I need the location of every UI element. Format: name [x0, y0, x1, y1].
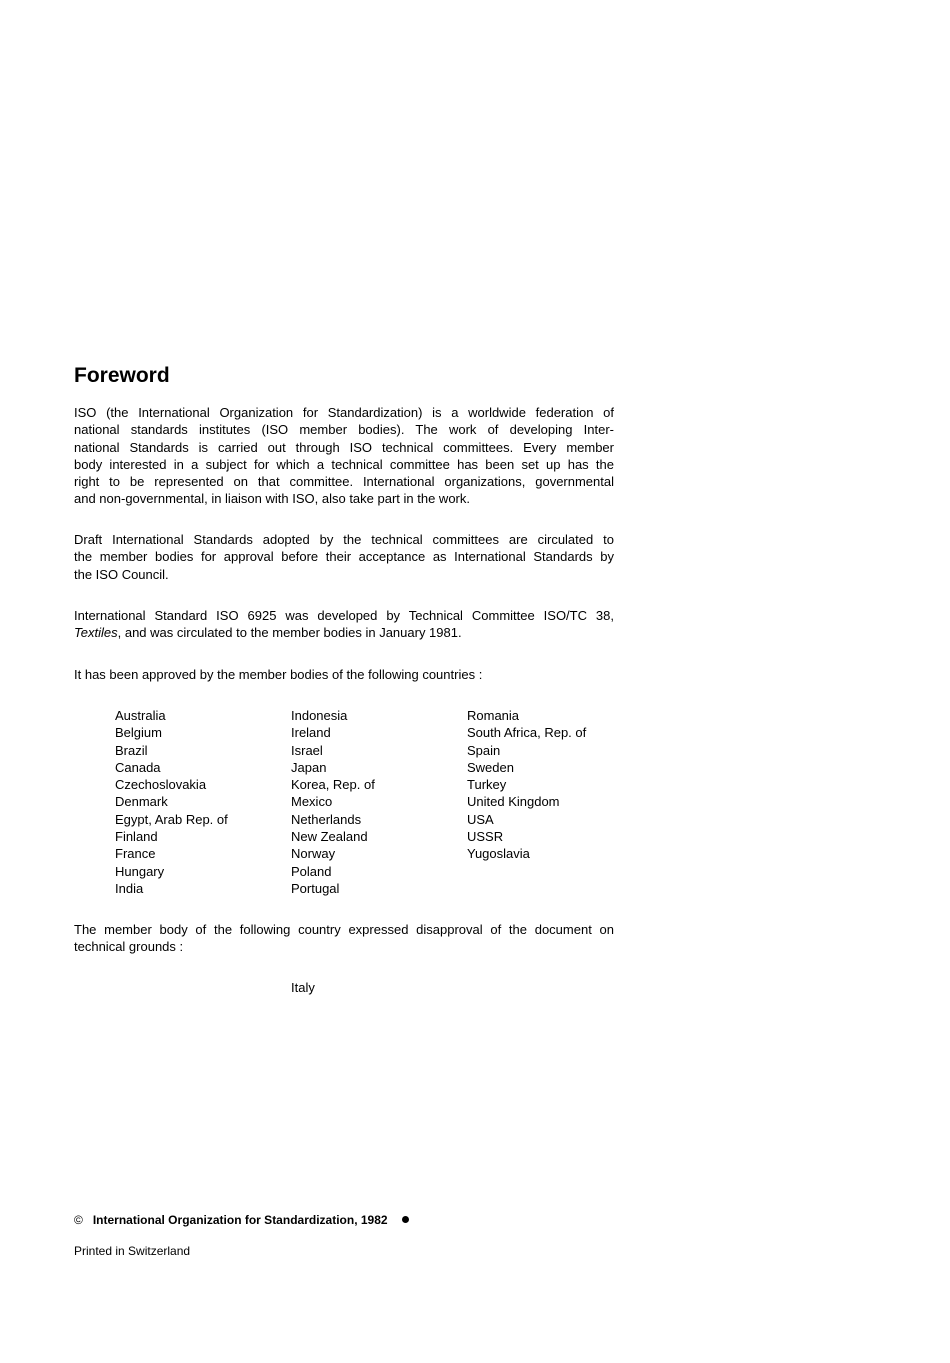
text-line: The member body of the following country expressed disapproval of the document on — [74, 922, 614, 937]
printed-in-note: Printed in Switzerland — [74, 1244, 191, 1258]
country-item: Mexico — [291, 794, 333, 810]
page-title: Foreword — [74, 364, 170, 387]
country-item: Egypt, Arab Rep. of — [115, 811, 228, 827]
country-item: Israel — [291, 742, 323, 758]
country-item: South Africa, Rep. of — [467, 725, 587, 741]
country-item: Hungary — [115, 863, 165, 879]
country-item: USA — [467, 811, 494, 827]
text-line: ISO (the International Organization for Standardization) is a worldwide federation of — [74, 405, 614, 420]
text-line: right to be represented on that committee. International organizations, governmental — [74, 474, 614, 490]
country-item: Turkey — [467, 777, 507, 793]
country-item: Netherlands — [291, 811, 362, 827]
country-item: Indonesia — [291, 708, 348, 723]
committee-name-italic: Textiles — [74, 625, 118, 641]
country-item: Ireland — [291, 725, 331, 741]
country-item: Czechoslovakia — [115, 777, 207, 793]
country-item: Korea, Rep. of — [291, 777, 375, 793]
text-line: the ISO Council. — [74, 566, 169, 582]
bullet-icon — [402, 1216, 409, 1223]
approval-intro — [74, 666, 614, 683]
copyright-icon: © — [74, 1213, 83, 1227]
country-item: France — [115, 846, 156, 862]
text-line: and non-governmental, in liaison with ISO, also take part in the work. — [74, 491, 470, 507]
country-item: Romania — [467, 708, 520, 723]
country-item: Canada — [115, 759, 161, 775]
disapproving-country: Italy — [291, 980, 315, 995]
text-line: national standards institutes (ISO member bodies). The work of developing Inter- — [74, 422, 614, 438]
country-item: Denmark — [115, 794, 168, 810]
country-item: USSR — [467, 829, 504, 845]
foreword-paragraph-standard-development — [74, 607, 614, 642]
country-item: Norway — [291, 846, 336, 862]
text-fragment: , and was circulated to the member bodies in January 1981. — [117, 625, 462, 641]
foreword-paragraph-iso-intro — [74, 404, 614, 508]
country-item: Brazil — [115, 742, 148, 758]
country-item: Belgium — [115, 725, 162, 741]
country-item: Portugal — [291, 880, 340, 896]
country-item: Finland — [115, 829, 158, 845]
text-line: the member bodies for approval before their acceptance as International Standards by — [74, 549, 614, 565]
country-item: United Kingdom — [467, 794, 560, 810]
country-item: Spain — [467, 742, 501, 758]
country-item: Yugoslavia — [467, 846, 530, 862]
country-item: India — [115, 880, 144, 896]
countries-column-2 — [291, 707, 375, 897]
text-line: It has been approved by the member bodies of the following countries : — [74, 667, 483, 682]
copyright-notice — [74, 1212, 409, 1229]
countries-column-1 — [115, 707, 228, 897]
copyright-text: International Organization for Standardization, 1982 — [92, 1213, 388, 1227]
country-item: Japan — [291, 759, 327, 775]
text-line: technical grounds : — [74, 939, 184, 955]
country-item: Australia — [115, 708, 166, 723]
text-line: national Standards is carried out through ISO technical committees. Every member — [74, 439, 614, 455]
text-line — [74, 624, 614, 641]
country-item: Poland — [291, 863, 332, 879]
country-item: New Zealand — [291, 829, 368, 845]
disapproval-statement — [74, 921, 614, 956]
countries-column-3 — [467, 707, 586, 863]
text-line: body interested in a subject for which a technical committee has been set up has the — [74, 456, 614, 472]
country-item: Sweden — [467, 759, 514, 775]
text-line: International Standard ISO 6925 was developed by Technical Committee ISO/TC 38, — [74, 608, 614, 623]
text-line: Draft International Standards adopted by the technical committees are circulated to — [74, 532, 614, 547]
foreword-paragraph-draft-standards — [74, 531, 614, 583]
